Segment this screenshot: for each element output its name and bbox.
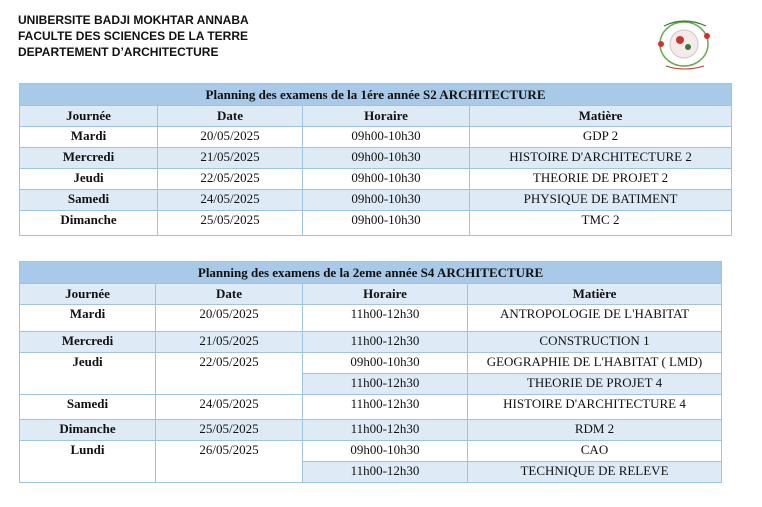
exam-schedule-table-s4 [19,261,722,483]
cell-time: 11h00-12h30 [303,374,468,395]
col-header-day: Journée [20,284,156,305]
cell-date: 25/05/2025 [156,420,303,441]
cell-time: 11h00-12h30 [303,305,468,332]
cell-day: Mercredi [20,332,156,353]
university-name: UNIBERSITE BADJI MOKHTAR ANNABA [18,13,249,27]
cell-day: Lundi [20,441,156,483]
table-header-row [20,284,722,305]
university-logo-icon [648,14,718,74]
cell-day: Jeudi [20,169,158,190]
cell-subject: RDM 2 [468,420,722,441]
cell-date: 21/05/2025 [158,148,303,169]
cell-time: 09h00-10h30 [303,353,468,374]
cell-subject: CONSTRUCTION 1 [468,332,722,353]
table-title: Planning des examens de la 1ére année S2 ARCHITECTURE [20,84,732,106]
cell-time: 09h00-10h30 [303,441,468,462]
cell-subject: THEORIE DE PROJET 4 [468,374,722,395]
cell-date: 24/05/2025 [158,190,303,211]
cell-subject: GDP 2 [470,127,732,148]
cell-day: Mardi [20,127,158,148]
col-header-subject: Matière [470,106,732,127]
cell-day: Samedi [20,190,158,211]
cell-time: 09h00-10h30 [303,169,470,190]
cell-time: 11h00-12h30 [303,332,468,353]
cell-subject: TECHNIQUE DE RELEVE [468,462,722,483]
cell-time: 09h00-10h30 [303,127,470,148]
table-title: Planning des examens de la 2eme année S4 ARCHITECTURE [20,262,722,284]
cell-subject: CAO [468,441,722,462]
table-row [20,305,722,332]
table-row [20,420,722,441]
cell-time: 11h00-12h30 [303,420,468,441]
col-header-time: Horaire [303,106,470,127]
table-row [20,353,722,374]
table-row [20,190,732,211]
col-header-date: Date [158,106,303,127]
table-row [20,441,722,462]
institution-header [18,12,249,60]
cell-subject: GEOGRAPHIE DE L'HABITAT ( LMD) [468,353,722,374]
table-row [20,127,732,148]
col-header-day: Journée [20,106,158,127]
cell-subject: THEORIE DE PROJET 2 [470,169,732,190]
cell-date: 22/05/2025 [156,353,303,395]
cell-day: Mercredi [20,148,158,169]
cell-subject: TMC 2 [470,211,732,236]
col-header-date: Date [156,284,303,305]
cell-date: 22/05/2025 [158,169,303,190]
cell-subject: HISTOIRE D'ARCHITECTURE 2 [470,148,732,169]
table-row [20,332,722,353]
cell-time: 11h00-12h30 [303,395,468,420]
cell-time: 09h00-10h30 [303,190,470,211]
col-header-time: Horaire [303,284,468,305]
table-row [20,169,732,190]
cell-date: 20/05/2025 [158,127,303,148]
cell-time: 11h00-12h30 [303,462,468,483]
cell-subject: PHYSIQUE DE BATIMENT [470,190,732,211]
cell-date: 25/05/2025 [158,211,303,236]
cell-time: 09h00-10h30 [303,148,470,169]
col-header-subject: Matière [468,284,722,305]
cell-day: Dimanche [20,420,156,441]
cell-day: Jeudi [20,353,156,395]
table-row [20,211,732,236]
department-name: DEPARTEMENT D’ARCHITECTURE [18,45,219,59]
cell-time: 09h00-10h30 [303,211,470,236]
table-row [20,395,722,420]
cell-date: 21/05/2025 [156,332,303,353]
table-header-row [20,106,732,127]
faculty-name: FACULTE DES SCIENCES DE LA TERRE [18,29,249,43]
cell-date: 20/05/2025 [156,305,303,332]
cell-day: Dimanche [20,211,158,236]
cell-subject: ANTROPOLOGIE DE L'HABITAT [468,305,722,332]
cell-date: 26/05/2025 [156,441,303,483]
exam-schedule-table-s2 [19,83,732,236]
cell-date: 24/05/2025 [156,395,303,420]
cell-day: Samedi [20,395,156,420]
table-row [20,148,732,169]
cell-subject: HISTOIRE D'ARCHITECTURE 4 [468,395,722,420]
cell-day: Mardi [20,305,156,332]
